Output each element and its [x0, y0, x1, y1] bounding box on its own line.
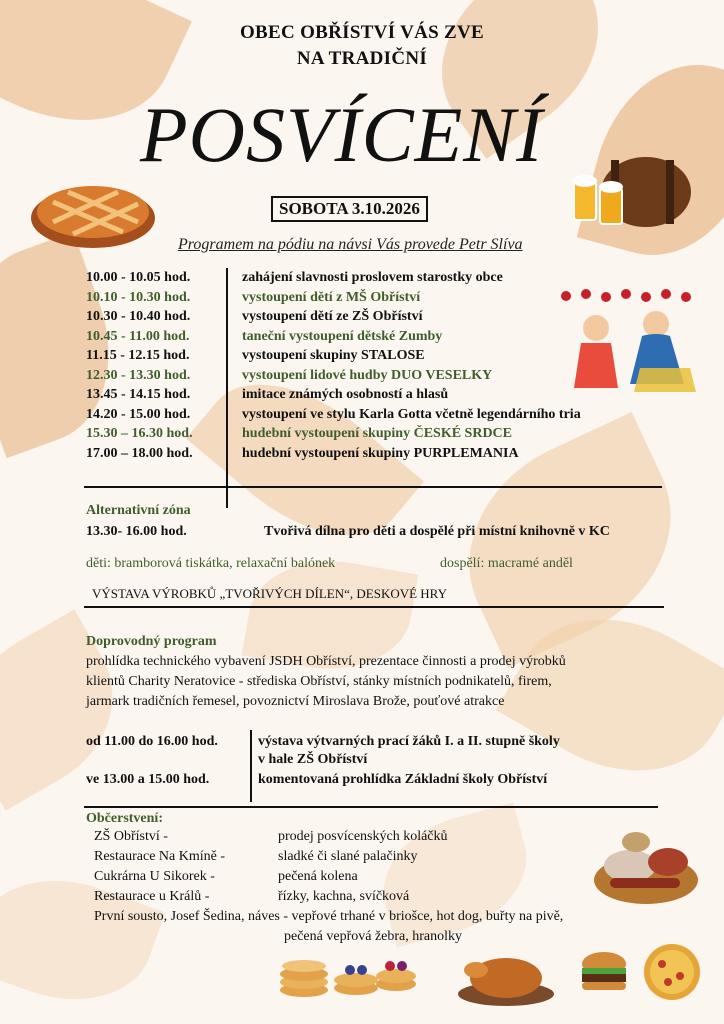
food-illustrations: [276, 940, 706, 1020]
schedule-row: 15.30 – 16.30 hod. hudební vystoupení skupiny ČESKÉ SRDCE: [86, 426, 513, 441]
subtitle: Programem na pódiu na návsi Vás provede Petr Slíva: [178, 236, 523, 253]
accompanying-line-1: prohlídka technického vybavení JSDH Obříství, prezentace činnosti a prodej výrobků: [86, 654, 566, 669]
schedule-row: 10.30 - 10.40 hod. vystoupení dětí ze ZŠ Obříství: [86, 309, 423, 324]
school-tour-text: komentovaná prohlídka Základní školy Obříství: [258, 772, 548, 787]
roast-chicken-image: [458, 958, 554, 1006]
school-exhibition-text: výstava výtvarných prací žáků I. a II. stupně školy: [258, 734, 560, 749]
accompanying-line-2: klientů Charity Neratovice - střediska Obříství, stánky místních podnikatelů, firem,: [86, 674, 552, 689]
refreshment-item: Restaurace Na Kmíně - sladké či slané palačinky: [94, 849, 418, 864]
invite-line-2: NA TRADIČNÍ: [296, 48, 428, 69]
page-title: POSVÍCENÍ: [140, 91, 544, 178]
beer-barrel-image: [566, 154, 696, 232]
section-divider: [84, 486, 662, 488]
school-tour-time: ve 13.00 a 15.00 hod.: [86, 772, 210, 787]
pizza-image: [644, 944, 700, 1000]
schedule-row: 13.45 - 14.15 hod. imitace známých osobností a hlasů: [86, 387, 449, 402]
pancakes-berries-image: [376, 961, 416, 991]
school-exhibition-time: od 11.00 do 16.00 hod.: [86, 734, 218, 749]
schedule-row: 12.30 - 13.30 hod. vystoupení lidové hudby DUO VESELKY: [86, 367, 493, 383]
schedule-row: 10.00 - 10.05 hod. zahájení slavnosti proslovem starostky obce: [86, 270, 503, 285]
pancakes-blueberry-image: [334, 965, 378, 995]
section-divider: [84, 806, 658, 808]
schedule-row: 10.45 - 11.00 hod. taneční vystoupení dětské Zumby: [86, 328, 443, 344]
refreshment-last-line-2: pečená vepřová žebra, hranolky: [284, 929, 463, 944]
program-divider: [250, 730, 252, 802]
pancakes-image: [280, 960, 328, 997]
refreshments-title: Občerstvení:: [86, 811, 163, 826]
schedule-row: 14.20 - 15.00 hod. vystoupení ve stylu Karla Gotta včetně legendárního tria: [86, 406, 581, 422]
school-exhibition-place: v hale ZŠ Obříství: [258, 752, 368, 767]
alternative-zone-title: Alternativní zóna: [86, 503, 191, 518]
sausage-basket-image: [590, 826, 702, 906]
schedule-row: 11.15 - 12.15 hod. vystoupení skupiny STALOSE: [86, 348, 425, 363]
schedule-divider: [226, 268, 228, 508]
invite-line-1: OBEC OBŘÍSTVÍ VÁS ZVE: [239, 22, 485, 43]
alternative-zone-time: 13.30- 16.00 hod.: [86, 524, 187, 539]
kids-activity: děti: bramborová tiskátka, relaxační balónek: [86, 556, 336, 571]
refreshment-item: ZŠ Obříství - prodej posvícenských koláčků: [94, 829, 448, 844]
exhibition-text: VÝSTAVA VÝROBKŮ „TVOŘIVÝCH DÍLEN“, DESKOVÉ HRY: [92, 586, 448, 601]
pie-image: [28, 172, 158, 252]
event-date: SOBOTA 3.10.2026: [271, 196, 428, 222]
schedule-list: [86, 268, 656, 463]
adults-activity: dospělí: macramé anděl: [440, 556, 573, 571]
refreshment-last-line: První sousto, Josef Šedina, náves - vepřové trhané v briošce, hot dog, buřty na pivě,: [94, 909, 564, 924]
schedule-row: 17.00 – 18.00 hod. hudební vystoupení skupiny PURPLEMANIA: [86, 445, 519, 461]
schedule-row: 10.10 - 10.30 hod. vystoupení dětí z MŠ Obříství: [86, 289, 421, 305]
alternative-zone-event: Tvořivá dílna pro děti a dospělé při místní knihovně v KC: [264, 524, 610, 539]
accompanying-line-3: jarmark tradičních řemesel, povoznictví Miroslava Brože, pouťové atrakce: [86, 694, 505, 709]
accompanying-title: Doprovodný program: [86, 634, 217, 649]
burger-image: [582, 952, 626, 990]
refreshment-item: Cukrárna U Sikorek - pečená kolena: [94, 869, 358, 884]
section-divider: [84, 606, 664, 608]
refreshment-item: Restaurace u Králů - řízky, kachna, svíčková: [94, 889, 410, 904]
